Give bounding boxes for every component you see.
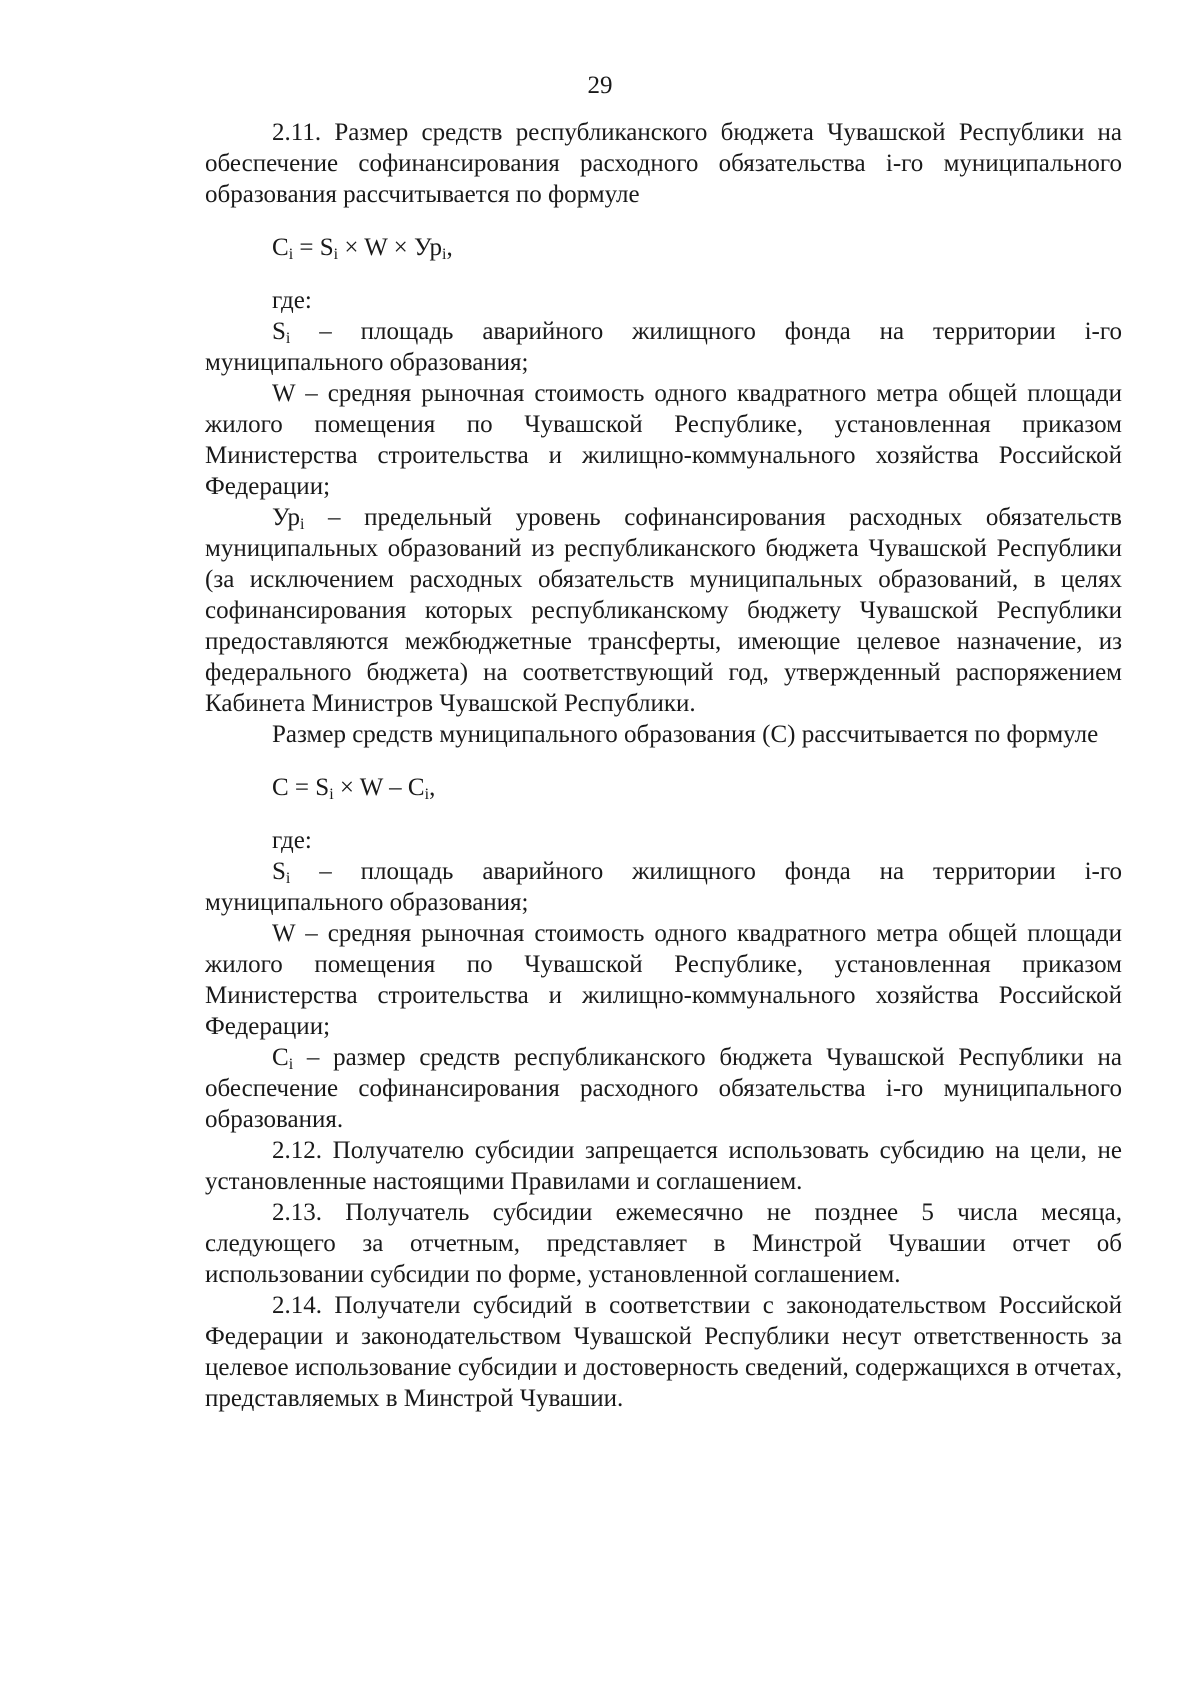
page-number: 29	[587, 72, 613, 99]
definition-text: – площадь аварийного жилищного фонда на территории i-го муниципального образования;	[205, 318, 1122, 376]
formula-subscript: i	[329, 786, 334, 803]
where-label: где:	[272, 287, 312, 314]
definition-si	[205, 316, 1122, 378]
paragraph-municipal-size: Размер средств муниципального образования (С) рассчитывается по формуле	[272, 721, 1099, 748]
subscript-i: i	[300, 516, 305, 533]
formula-text: × W × Ур	[338, 234, 443, 261]
formula-c	[272, 772, 1122, 803]
definition-upi	[205, 502, 1122, 719]
formula-subscript: i	[288, 246, 294, 263]
paragraph-2-11: 2.11. Размер средств республиканского бюджета Чувашской Республики на обеспечение софинансирования расходного обязательства i-го муниципального образования рассчитывается по формуле	[205, 119, 1122, 208]
symbol-s: S	[272, 318, 286, 345]
formula-subscript: i	[333, 246, 339, 263]
formula-text: × W – C	[333, 774, 425, 801]
where-label: где:	[272, 827, 312, 854]
subscript-i: i	[285, 330, 291, 347]
formula-subscript: i	[442, 246, 447, 263]
symbol-s: S	[272, 858, 286, 885]
definition-w: W – средняя рыночная стоимость одного квадратного метра общей площади жилого помещения по Чувашской Республике, установленная приказом Министерства строительства и жилищно-коммунального хозяйства Российской Федерации;	[205, 380, 1122, 500]
formula-ci	[272, 232, 1122, 263]
formula-text: С = S	[272, 774, 330, 801]
paragraph-2-13: 2.13. Получатель субсидии ежемесячно не позднее 5 числа месяца, следующего за отчетным, представляет в Минстрой Чувашии отчет об использовании субсидии по форме, установленной соглашением.	[205, 1199, 1122, 1288]
symbol-c: C	[272, 1044, 289, 1071]
definition-text: – площадь аварийного жилищного фонда на территории i-го муниципального образования;	[205, 858, 1122, 916]
formula-symbol: C	[272, 234, 289, 261]
formula-subscript: i	[424, 786, 430, 803]
paragraph-2-12: 2.12. Получателю субсидии запрещается использовать субсидию на цели, не установленные настоящими Правилами и соглашением.	[205, 1137, 1122, 1195]
formula-text: ,	[429, 774, 436, 801]
definition-text: – размер средств республиканского бюджета Чувашской Республики на обеспечение софинансирования расходного обязательства i-го муниципального образования.	[205, 1044, 1122, 1133]
definition-ci	[205, 1042, 1122, 1135]
formula-text: ,	[446, 234, 453, 261]
definition-w: W – средняя рыночная стоимость одного квадратного метра общей площади жилого помещения по Чувашской Республике, установленная приказом Министерства строительства и жилищно-коммунального хозяйства Российской Федерации;	[205, 920, 1122, 1040]
formula-text: = S	[293, 234, 334, 261]
definition-si	[205, 856, 1122, 918]
paragraph-2-14: 2.14. Получатели субсидий в соответствии с законодательством Российской Федерации и законодательством Чувашской Республики несут ответственность за целевое использование субсидии и достоверность сведений, содержащихся в отчетах, представляемых в Минстрой Чувашии.	[205, 1292, 1122, 1412]
document-body	[205, 117, 1122, 1414]
subscript-i: i	[288, 1056, 294, 1073]
definition-text: – предельный уровень софинансирования расходных обязательств муниципальных образований из республиканского бюджета Чувашской Республики (за исключением расходных обязательств муниципальных образований, в целях софинансирования которых республиканскому бюджету Чувашской Республики предоставляются межбюджетные трансферты, имеющие целевое назначение, из федерального бюджета) на соответствующий год, утвержденный распоряжением Кабинета Министров Чувашской Республики.	[205, 504, 1122, 717]
subscript-i: i	[285, 870, 291, 887]
symbol-up: Ур	[272, 504, 301, 531]
